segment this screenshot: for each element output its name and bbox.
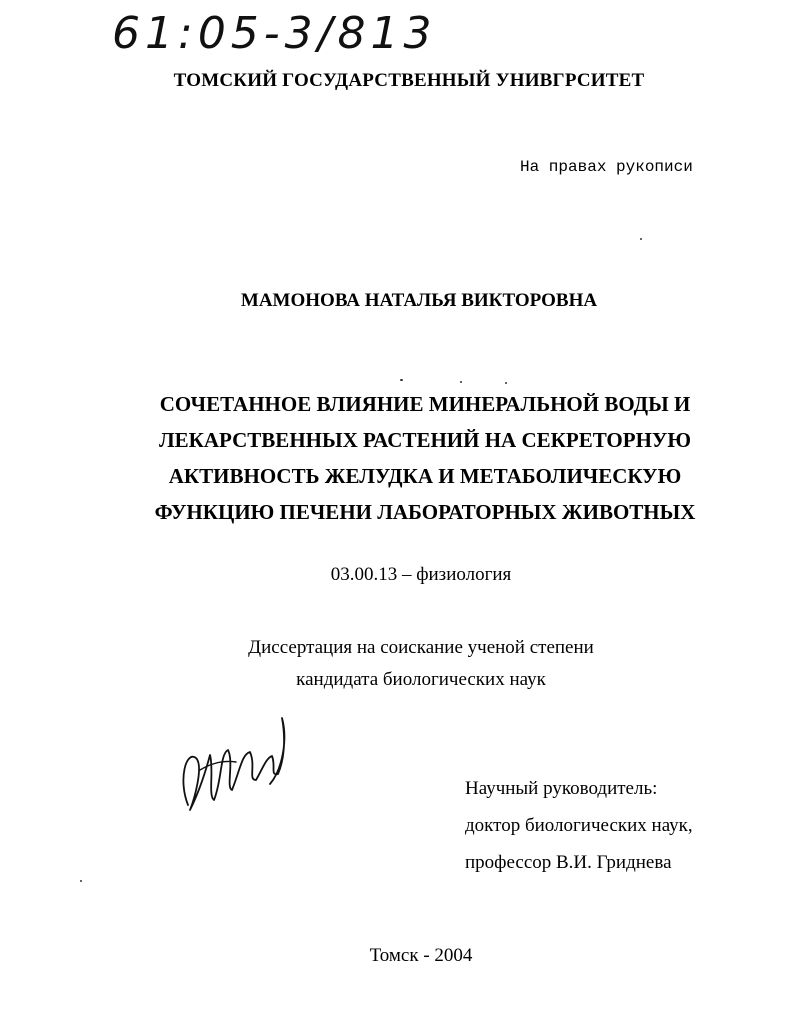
advisor-line: профессор В.И. Гриднева [465, 852, 672, 873]
scan-speck [80, 880, 82, 882]
handwritten-catalog-number: 61:05-3/813 [112, 8, 437, 59]
manuscript-rights-note: На правах рукописи [520, 158, 693, 176]
title-line: ЛЕКАРСТВЕННЫХ РАСТЕНИЙ НА СЕКРЕТОРНУЮ [159, 428, 691, 452]
city-and-year: Томск - 2004 [369, 945, 473, 966]
degree-statement [0, 632, 798, 696]
advisor-line: доктор биологических наук, [465, 815, 693, 836]
title-line: АКТИВНОСТЬ ЖЕЛУДКА И МЕТАБОЛИЧЕСКУЮ [168, 464, 682, 488]
title-line: ФУНКЦИЮ ПЕЧЕНИ ЛАБОРАТОРНЫХ ЖИВОТНЫХ [154, 500, 696, 524]
scan-speck [400, 379, 403, 381]
dissertation-title [100, 386, 750, 530]
specialty-code: 03.00.13 – физиология [330, 564, 512, 585]
scan-speck [640, 238, 642, 240]
scan-speck [460, 381, 462, 383]
university-name: ТОМСКИЙ ГОСУДАРСТВЕННЫЙ УНИВГРСИТЕТ [173, 70, 645, 91]
degree-line: Диссертация на соискание ученой степени [248, 637, 594, 658]
handwritten-signature [170, 710, 300, 820]
author-name: МАМОНОВА НАТАЛЬЯ ВИКТОРОВНА [240, 290, 598, 311]
title-line: СОЧЕТАННОЕ ВЛИЯНИЕ МИНЕРАЛЬНОЙ ВОДЫ И [159, 392, 691, 416]
degree-line: кандидата биологических наук [296, 669, 546, 690]
scan-speck [505, 382, 507, 384]
scientific-advisor [465, 770, 693, 881]
advisor-line: Научный руководитель: [465, 778, 658, 799]
